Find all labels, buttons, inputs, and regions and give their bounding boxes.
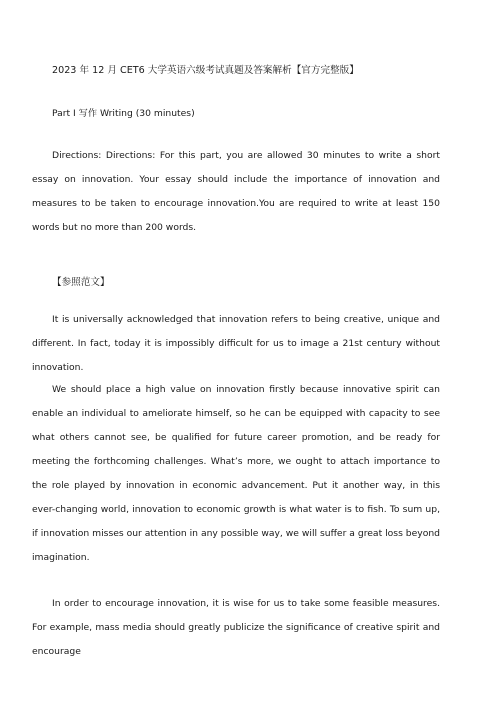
reference-essay-heading: 【参照范文】	[52, 277, 110, 288]
directions-paragraph: Directions: Directions: For this part, you are allowed 30 minutes to write a short essay on innovation. Your essay should include the importance of innovation and measures to be taken to encourage innovation.You are required to write at least 150 words but no more than 200 words.	[32, 150, 440, 233]
part-heading: Part I 写作 Writing (30 minutes)	[52, 108, 195, 119]
essay-paragraph-2: We should place a high value on innovation firstly because innovative spirit can enable an individual to ameliorate himself, so he can be equipped with capacity to see what others cannot see, be qualified for future career promotion, and be ready for meeting the forthcoming challenges. What’s more, we ought to attach importance to the role played by innovation in economic advancement. Put it another way, in this ever-changing world, innovation to economic growth is what water is to fish. To sum up, if innovation misses our attention in any possible way, we will suffer a great loss beyond imagination.	[32, 384, 440, 563]
essay-paragraph-3: In order to encourage innovation, it is wise for us to take some feasible measures. For example, mass media should greatly publicize the significance of creative spirit and encourage	[32, 598, 440, 657]
essay-paragraph-1: It is universally acknowledged that innovation refers to being creative, unique and different. In fact, today it is impossibly difficult for us to image a 21st century without innovation.	[32, 314, 440, 373]
document-title: 2023 年 12 月 CET6 大学英语六级考试真题及答案解析【官方完整版】	[52, 65, 359, 76]
